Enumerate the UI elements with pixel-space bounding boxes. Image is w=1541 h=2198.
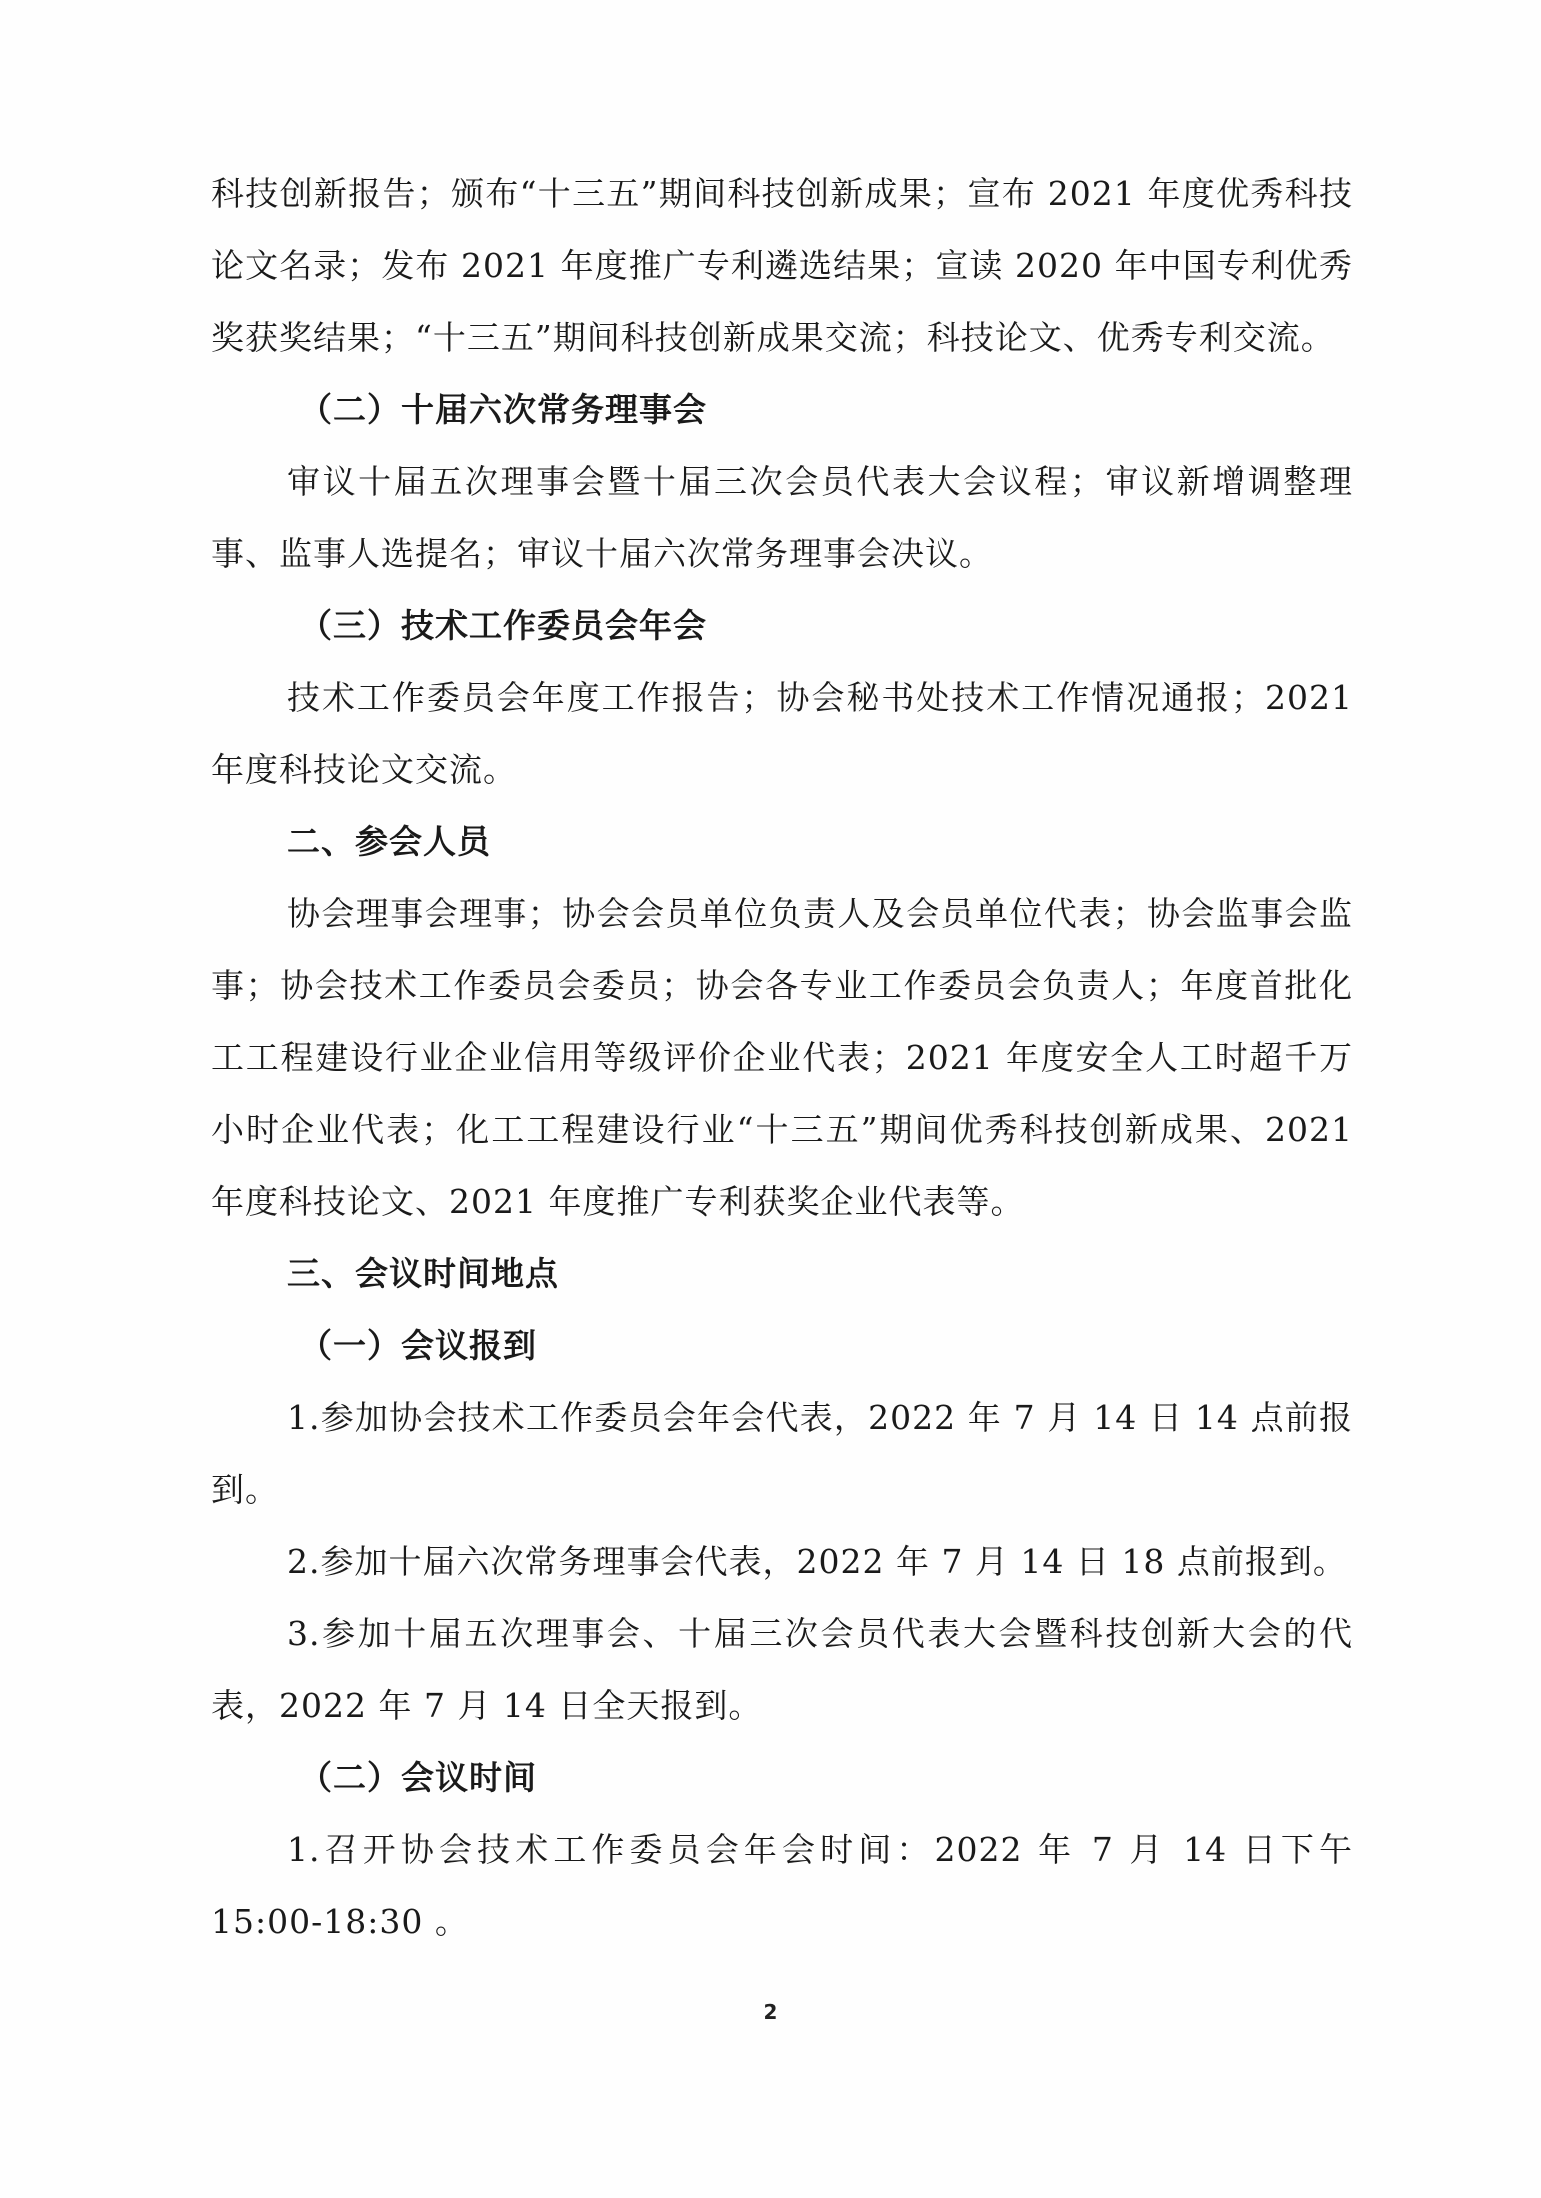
paragraph-meeting-time-1: 1.召开协会技术工作委员会年会时间：2022 年 7 月 14 日下午 15:00-18:30 。 — [211, 1830, 1353, 1941]
paragraph-standing-council: 审议十届五次理事会暨十届三次会员代表大会议程；审议新增调整理事、监事人选提名；审议十届六次常务理事会决议。 — [211, 462, 1353, 573]
heading-meeting-time: （二）会议时间 — [299, 1758, 537, 1797]
document-body — [211, 158, 1353, 1958]
heading-technical-committee: （三）技术工作委员会年会 — [299, 606, 707, 645]
page-number: 2 — [763, 2000, 778, 2024]
heading-standing-council: （二）十届六次常务理事会 — [299, 390, 707, 429]
paragraph-registration-3: 3.参加十届五次理事会、十届三次会员代表大会暨科技创新大会的代表，2022 年 7 月 14 日全天报到。 — [211, 1614, 1353, 1725]
heading-registration: （一）会议报到 — [299, 1326, 537, 1365]
paragraph-registration-2: 2.参加十届六次常务理事会代表，2022 年 7 月 14 日 18 点前报到。 — [287, 1542, 1347, 1581]
paragraph-attendees: 协会理事会理事；协会会员单位负责人及会员单位代表；协会监事会监事；协会技术工作委员会委员；协会各专业工作委员会负责人；年度首批化工工程建设行业企业信用等级评价企业代表；2021 年度安全人工时超千万小时企业代表；化工工程建设行业“十三五”期间优秀科技创新成果、2021 年度科技论文、2021 年度推广专利获奖企业代表等。 — [211, 894, 1353, 1221]
heading-time-location: 三、会议时间地点 — [287, 1254, 559, 1293]
paragraph-innovation-report: 科技创新报告；颁布“十三五”期间科技创新成果；宣布 2021 年度优秀科技论文名录；发布 2021 年度推广专利遴选结果；宣读 2020 年中国专利优秀奖获奖结果；“十三五”期间科技创新成果交流；科技论文、优秀专利交流。 — [211, 174, 1353, 357]
heading-attendees: 二、参会人员 — [287, 822, 491, 861]
paragraph-technical-committee: 技术工作委员会年度工作报告；协会秘书处技术工作情况通报；2021 年度科技论文交流。 — [211, 678, 1353, 789]
paragraph-registration-1: 1.参加协会技术工作委员会年会代表，2022 年 7 月 14 日 14 点前报到。 — [211, 1398, 1353, 1509]
